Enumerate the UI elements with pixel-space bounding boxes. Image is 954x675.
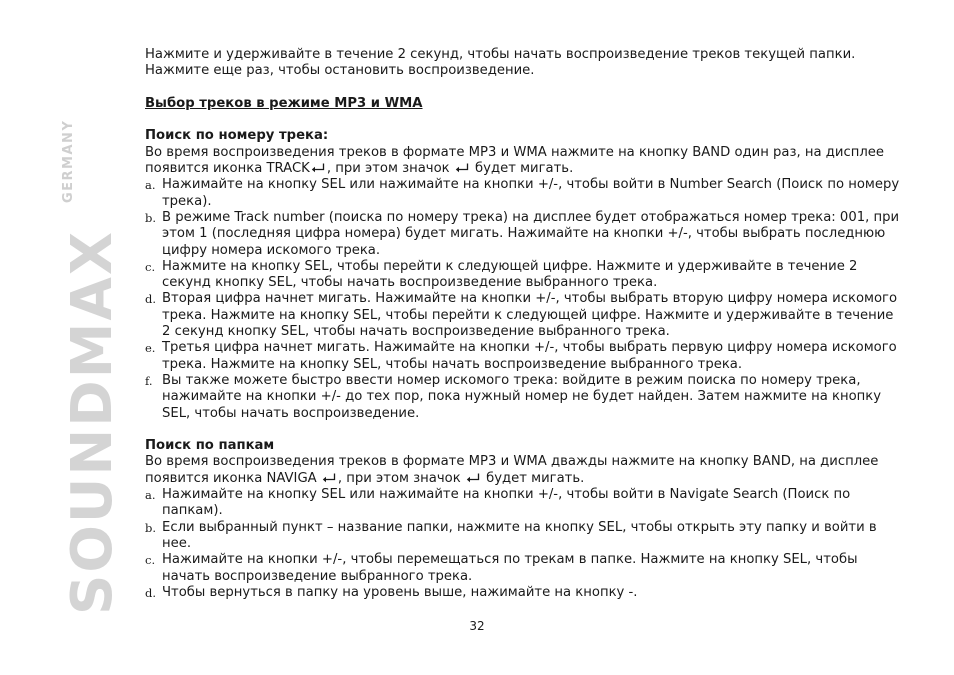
track-search-intro-text: , при этом значок [326,161,450,177]
list-marker: f. [145,373,153,388]
page-content [145,47,905,601]
list-item [145,177,905,210]
list-marker: a. [145,178,156,193]
list-item-text: Нажимайте на кнопки +/-, чтобы перемещаться по трекам в папке. Нажмите на кнопку SEL, чтобы начать воспроизведение выбранного трека. [162,552,858,584]
list-item [145,552,905,585]
list-item [145,291,905,340]
list-item [145,487,905,520]
list-item [145,373,905,422]
list-marker: c. [145,553,156,568]
enter-arrow-icon [466,473,481,483]
list-item-text: Третья цифра начнет мигать. Нажимайте на кнопки +/-, чтобы выбрать первую цифру номера искомого трека. Нажмите на кнопку SEL, чтобы начать воспроизведение выбранного трека. [162,340,897,372]
track-search-intro-text: будет мигать. [475,161,574,177]
brand-logo [60,119,125,615]
intro-line: Нажмите и удерживайте в течение 2 секунд, чтобы начать воспроизведение треков текущей папки. [145,47,856,62]
list-item-text: Нажимайте на кнопку SEL или нажимайте на кнопки +/-, чтобы войти в Navigate Search (Поиск по папкам). [162,487,851,519]
list-item-text: Если выбранный пункт – название папки, нажмите на кнопку SEL, чтобы открыть эту папку и войти в нее. [162,519,877,551]
folder-search-steps [145,487,905,601]
list-item [145,210,905,259]
list-marker: c. [145,259,156,274]
list-marker: a. [145,488,156,503]
list-item [145,585,905,601]
track-search-heading: Поиск по номеру трека: [145,128,329,144]
list-item [145,259,905,292]
enter-arrow-icon [311,163,326,173]
list-item-text: Чтобы вернуться в папку на уровень выше, нажимайте на кнопку -. [162,584,638,600]
list-item-text: В режиме Track number (поиска по номеру трека) на дисплее будет отображаться номер трека: 001, при этом 1 (последняя цифра номера) будет мигать. Нажимайте на кнопки +/-, чтобы выбрать последнюю цифру номера искомого трека. [162,209,900,258]
list-marker: d. [145,292,157,307]
folder-search-heading: Поиск по папкам [145,438,275,454]
list-item-text: Нажимайте на кнопку SEL или нажимайте на кнопки +/-, чтобы войти в Number Search (Поиск по номеру трека). [162,177,900,209]
folder-search-intro-text: Во время воспроизведения треков в формате MP3 и WMA дважды нажмите на кнопку BAND, на дисплее появится иконка NAVIGA [145,454,879,486]
folder-search-intro-text: , при этом значок [337,470,461,486]
enter-arrow-icon [455,163,470,173]
brand-country: GERMANY [61,119,76,203]
enter-arrow-icon [322,473,337,483]
list-item-text: Вторая цифра начнет мигать. Нажимайте на кнопки +/-, чтобы выбрать вторую цифру номера искомого трека. Нажмите на кнопку SEL, чтобы перейти к следующей цифре. Нажмите и удерживайте в течение 2 секунд кнопку SEL, чтобы начать воспроизведение выбранного трека. [162,291,898,340]
track-search-intro-text: Во время воспроизведения треков в формате MP3 и WMA нажмите на кнопку BAND один раз, на дисплее появится иконка TRACK [145,144,885,177]
list-item-text: Вы также можете быстро ввести номер искомого трека: войдите в режим поиска по номеру трека, нажимайте на кнопки +/- до тех пор, пока нужный номер не будет найден. Затем нажмите на кнопку SEL, чтобы начать воспроизведение. [162,372,882,421]
list-item [145,340,905,373]
list-marker: e. [145,341,156,356]
list-item [145,520,905,553]
folder-search-intro-text: будет мигать. [486,470,585,486]
list-marker: b. [145,520,157,535]
track-search-steps [145,177,905,421]
section-title: Выбор треков в режиме MP3 и WMA [145,95,423,111]
list-item-text: Нажмите на кнопку SEL, чтобы перейти к следующей цифре. Нажмите и удерживайте в течение 2 секунд кнопку SEL, чтобы начать воспроизведение выбранного трека. [162,258,858,291]
list-marker: d. [145,585,157,600]
intro-line: Нажмите еще раз, чтобы остановить воспроизведение. [145,63,535,79]
page-number: 32 [469,619,485,633]
folder-search-intro [145,454,905,487]
track-search-intro [145,145,905,178]
brand-name: SOUNDMAX [60,229,125,615]
list-marker: b. [145,210,157,225]
